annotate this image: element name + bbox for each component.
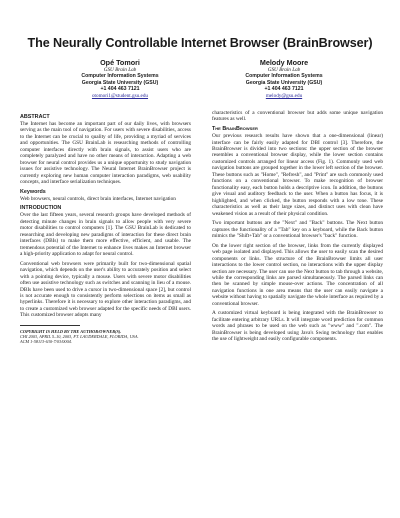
author-university: Georgia State University (GSU) <box>81 79 159 86</box>
keywords-text: Web browsers, neural controls, direct brain interfaces, Internet navigation <box>20 195 176 202</box>
introduction-paragraph: Over the last fifteen years, several research groups have developed methods of detecting minute changes in brain signals to allow people with very severe motor disabilities to control computers [1]. The GSU BrainLab is dedicated to researching and developing new paradigms of interaction for these direct brain interfaces (DBIs) to make them more effective, efficient, and usable. The tremendous potential of the Internet to enhance lives makes an Internet browser a high-priority application to adapt for neural control. <box>20 212 191 258</box>
footnote-conference: CHI 2003, APRIL 5–10, 2003, FT. LAUDERDALE, FLORIDA, USA. <box>20 334 139 340</box>
introduction-paragraph: Conventional web browsers were primarily built for two-dimensional spatial navigation, which depends on the user's ability to accurately position and select with a pointing device, typically a mouse. Users with severe motor disabilities often use assistive technology such as switches and scanning in lieu of a mouse. DBIs have been used to drive a cursor in two-dimensional space [2], but control is not accurate enough to consistently perform selections on items as small as hyperlinks. Therefore it is necessary to explore other interaction paradigms, and to create a customized web browser adapted for the specific needs of DBI users. This customized browser adopts many <box>20 260 191 319</box>
body-paragraph: Our previous research results have shown that a one-dimensional (linear) interface can be fairly easily adapted for DBI control [3]. Therefore, the BrainBrowser is divided into two sections: the upper section of the browser resembles a conventional browser display, while the lower section contains customized controls arranged for linear access (Fig. 1). Commonly used web navigation buttons are grouped together in the lower left section of the browser. These buttons such as "Home", "Refresh", and "Print" are such commonly used functions on a conventional browser. To make recognition of browser functionality easy, each button holds a descriptive icon. In addition, the buttons give visual and auditory feedback to the user. When a button has focus, it is highlighted, and when clicked, the button responds with a low tone. These characteristics as well as their large sizes, and distinct uses with clean have weakened vision as a result of their physical condition. <box>212 133 383 217</box>
author-name: Melody Moore <box>259 58 309 67</box>
author-phone: +1 404 463 7121 <box>264 86 304 93</box>
brainbrowser-heading: The BrainBrowser <box>212 126 258 133</box>
body-paragraph: characteristics of a conventional browser but adds some unique navigation features as well. <box>212 110 383 123</box>
body-paragraph: A customized virtual keyboard is being integrated with the BrainBrowser to facilitate entering arbitrary URLs. It will integrate word prediction for common words and phrases to be used on the web such as "www" and ".com". The BrainBrowser is being developed using Java's Swing technology that enables the use of lightweight and easily configurable components. <box>212 310 383 343</box>
author-email-link[interactable]: melody@gsu.edu <box>265 92 303 99</box>
footnote-acm: ACM 1-58113-630-7/03/0004. <box>20 339 72 345</box>
author-name: Opé Tomori <box>100 58 140 67</box>
author-lab: GSU Brain Lab <box>103 67 137 73</box>
author-department: Computer Information Systems <box>81 73 159 80</box>
abstract-text: The Internet has become an important part of our daily lives, with browsers serving as the main tool of navigation. For users with severe disabilities, access to the Internet can be crucial to quality of life, providing a myriad of services and opportunities. The GSU BrainLab is researching methods of controlling computer interfaces directly with brain signals, to assist users who are completely paralyzed and have no other means of interaction. Adapting a web browser for neural control provides us a unique opportunity to study navigation issues for assistive technology. The Neural Internet BrainBrowser project is currently exploring new human computer interaction paradigms, web usability concepts, and interface serialization techniques. <box>20 121 191 186</box>
author-university: Georgia State University (GSU) <box>245 79 323 86</box>
author-department: Computer Information Systems <box>245 73 323 80</box>
left-column <box>20 112 191 345</box>
footnote-copyright: COPYRIGHT IS HELD BY THE AUTHOR/OWNER(S). <box>20 328 122 334</box>
body-paragraph: Two important buttons are the "Next" and "Back" buttons. The Next button captures the functionality of a "Tab" key on a keyboard, while the Back button mimics the "Shift+Tab" or a conventional browser's "back" function. <box>212 220 383 240</box>
paper-title: The Neurally Controllable Internet Browser (BrainBrowser) <box>27 36 373 50</box>
footnote-divider <box>20 325 80 326</box>
author-lab: GSU Brain Lab <box>267 67 301 73</box>
footnote-block <box>20 329 191 345</box>
abstract-heading: ABSTRACT <box>20 114 50 120</box>
right-column <box>212 110 383 346</box>
author-phone: +1 404 463 7121 <box>100 86 140 93</box>
body-paragraph: On the lower right section of the browser, links from the currently displayed web page isolated and displayed. This allows the user to easily scan the desired components or links. The structure of the BrainBrowser limits all user interactions to the lower control section, no interactions with the upper display section are necessary. The user can use the Next button to tab through a website, while the corresponding links are parsed simultaneously. The parsed links can then be scanned by simple mouse-over actions. The concentration of all navigation functions in one area means that the user can easily navigate a website without having to spatially navigate the whole interface as required by a conventional browser. <box>212 242 383 307</box>
keywords-heading: Keywords <box>20 188 46 195</box>
author-block-1 <box>50 58 190 99</box>
author-email-link[interactable]: otomori1@student.gsu.edu <box>91 92 149 99</box>
introduction-heading: INTRODUCTION <box>20 205 62 212</box>
author-block-2 <box>214 58 354 99</box>
